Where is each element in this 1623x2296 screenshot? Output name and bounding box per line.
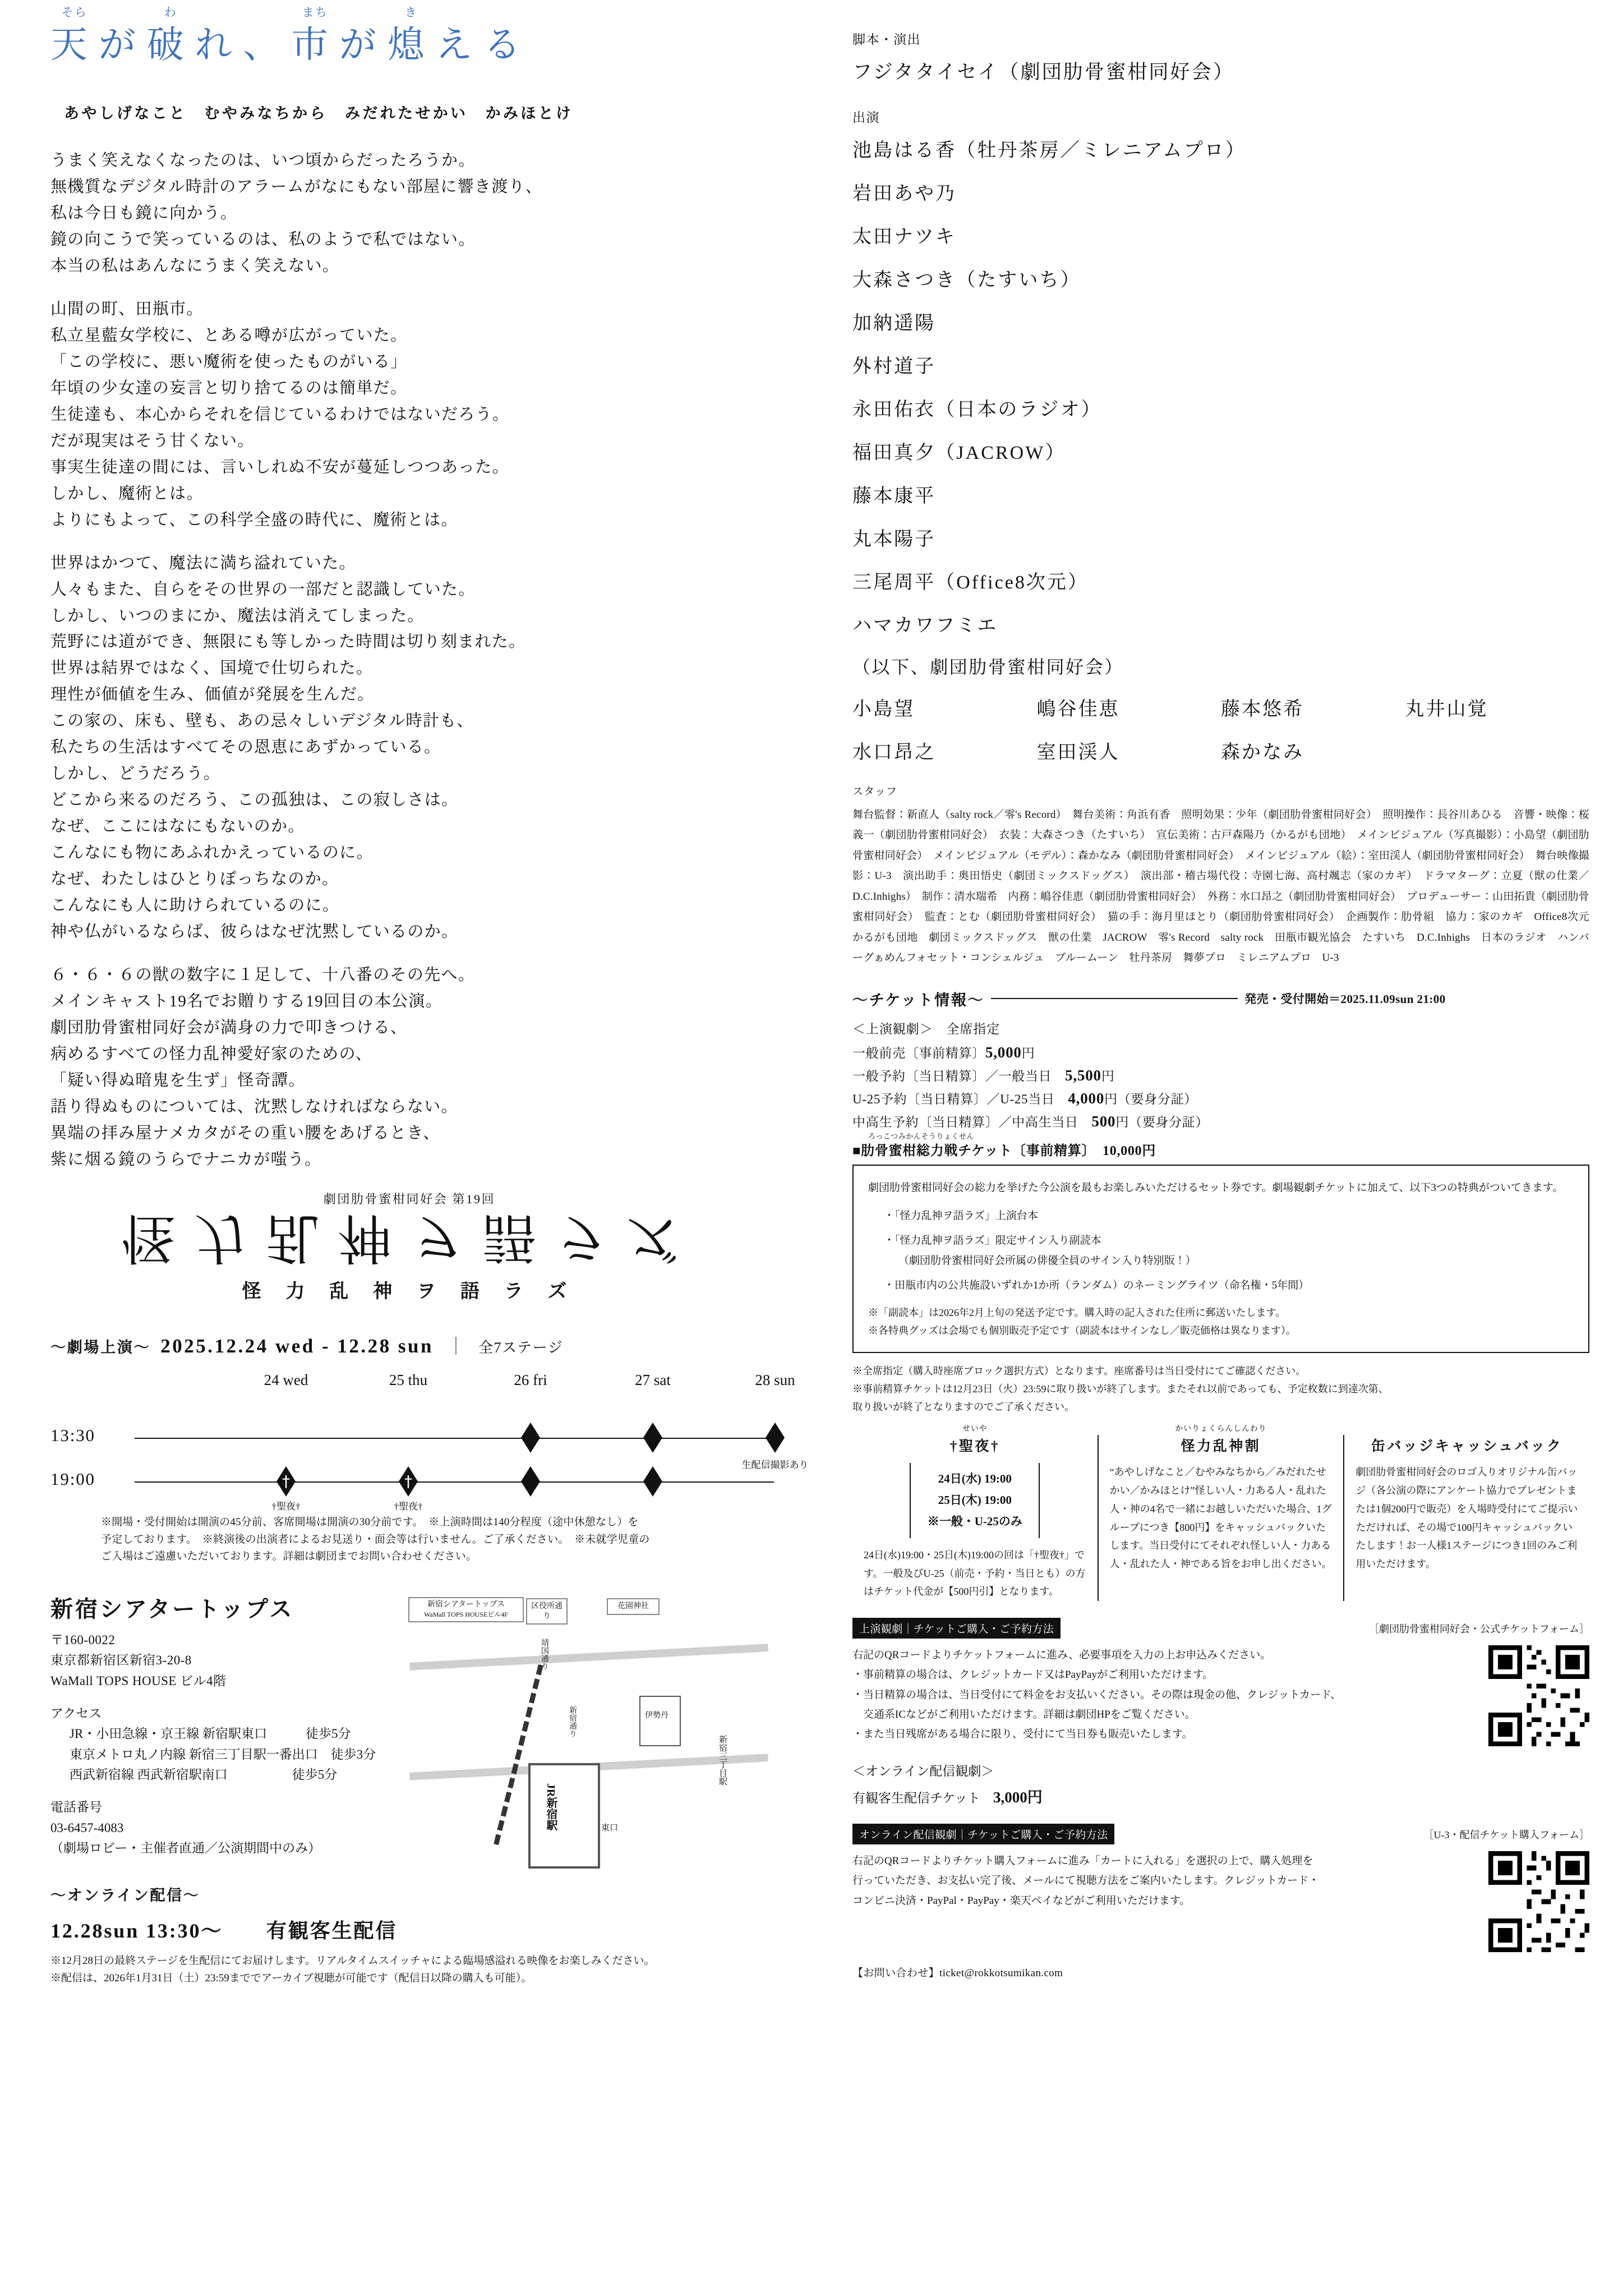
synopsis-line: こんなにも人に助けられているのに。 — [50, 896, 340, 915]
panel-title: 怪力乱神割 かいりょくらんしんわり — [1110, 1435, 1332, 1455]
venue-tel-note: （劇場ロビー・主催者直通／公演期間中のみ） — [50, 1841, 321, 1856]
synopsis-line: 語り得ぬものについては、沈黙しなければならない。 — [50, 1097, 458, 1116]
troupe-member: 嶋谷佳恵 — [1036, 699, 1120, 720]
ticket-price-amount: 5,000 — [985, 1043, 1022, 1061]
theater-purchase-tag: 上演観劇｜チケットご購入・ご予約方法 — [852, 1618, 1061, 1639]
panel-title: †聖夜† せいや — [864, 1435, 1086, 1455]
venue-access-line: 東京メトロ丸ノ内線 新宿三丁目駅一番出口 徒歩3分 — [70, 1747, 376, 1761]
online-purchase-line: コンビニ決済・PayPal・PayPay・楽天ペイなどがご利用いただけます。 — [852, 1894, 1191, 1907]
synopsis-line: よりにもよって、この科学全盛の時代に、魔術とは。 — [50, 510, 458, 529]
perk-main: ・「怪力乱神ヲ語ラズ」上演台本 — [884, 1209, 1038, 1222]
ticket-price-label: 中高生予約〔当日精算〕／中高生当日 — [852, 1115, 1092, 1129]
ticket-price-label: 一般前売〔事前精算〕 — [852, 1046, 985, 1060]
schedule-stage-count: 全7ステージ — [478, 1339, 564, 1356]
set-ticket-perk — [884, 1231, 1574, 1271]
troupe-member: 小島望 — [852, 699, 915, 720]
perk-main: ・「怪力乱神ヲ語ラズ」限定サイン入り副読本 — [884, 1234, 1101, 1246]
synopsis-line: なぜ、ここにはなにもないのか。 — [50, 817, 305, 836]
schedule-section — [50, 1332, 819, 1566]
schedule-heading: 〜劇場上演〜 — [50, 1338, 151, 1356]
writer-director-name: フジタタイセイ（劇団肋骨蜜柑同好会） — [852, 61, 1235, 83]
venue-access-line: JR・小田急線・京王線 新宿駅東口 徒歩5分 — [70, 1727, 351, 1741]
schedule-day-label: 24 wed — [264, 1371, 308, 1388]
panel-body: “あやしげなこと／むやみなちから／みだれたせかい／かみほとけ”怪しい人・力ある人・乱れた人・神の4名で一緒にお越しいただいた場合、1グループにつき【800円】をキャッシュバックいたします。当日受付にてそれぞれ怪しい人・力ある人・乱れた人・神である旨をお申し出ください。 — [1109, 1466, 1332, 1570]
online-purchase-instructions — [852, 1851, 1478, 1911]
theater-purchase-line: 右記のQRコードよりチケットフォームに進み、必要事項を入力の上お申込みください。 — [852, 1649, 1271, 1662]
title-char-0 — [50, 6, 99, 66]
theater-purchase-block — [852, 1645, 1589, 1746]
map-venue-box: 新宿シアタートップス WaMall TOPS HOUSEビル4F — [408, 1597, 524, 1622]
show-logo-reading: 怪 力 乱 神 ヲ 語 ラ ズ — [242, 1281, 577, 1302]
synopsis-line: 異端の拝み屋ナメカタがその重い腰をあげるとき、 — [50, 1124, 440, 1142]
title-char-1 — [99, 27, 147, 64]
cast-member: 外村道子 — [852, 356, 936, 377]
synopsis-line: メインキャスト19名でお贈りする19回目の本公演。 — [50, 992, 443, 1011]
theater-purchase-line: ・当日精算の場合は、当日受付にて料金をお支払いください。その際は現金の他、クレジットカード、 — [852, 1688, 1341, 1701]
title-char-ruby: まち — [302, 6, 329, 19]
synopsis-paragraph — [50, 296, 819, 533]
synopsis-line: 劇団肋骨蜜柑同好会が満身の力で叩きつける、 — [50, 1019, 408, 1037]
troupe-member: 藤本悠希 — [1221, 699, 1304, 720]
cast-member: 三尾周平（Office8次元） — [852, 572, 1089, 593]
venue-section — [50, 1591, 785, 1858]
ticket-price-row — [852, 1066, 1589, 1084]
schedule-day-label: 26 fri — [514, 1371, 547, 1388]
members-note: （以下、劇団肋骨蜜柑同好会） — [852, 657, 1124, 677]
schedule-dates: 2025.12.24 wed - 12.28 sun — [160, 1335, 434, 1357]
schedule-day-label: 25 thu — [389, 1371, 428, 1388]
venue-tel-label: 電話番号 — [50, 1800, 102, 1815]
online-purchase-tag: オンライン配信観劇｜チケットご購入・ご予約方法 — [852, 1824, 1114, 1844]
troupe-performance-number: 劇団肋骨蜜柑同好会 第19回 — [323, 1191, 496, 1206]
perk-main: ・田瓶市内の公共施設いずれか1か所（ランダム）のネーミングライツ（命名権・5年間） — [884, 1280, 1310, 1292]
ticket-seat-note-line: ※事前精算チケットは12月23日（火）23:59に取り扱いが終了します。またそれ以前であっても、予定枚数に到達次第、 — [852, 1383, 1389, 1395]
ticket-price-amount: 500 — [1091, 1112, 1116, 1130]
panel-title-ruby: かいりょくらんしんわり — [1175, 1425, 1267, 1434]
set-ticket-note: ※各特典グッズは会場でも個別販売予定です（副読本はサインなし／販売価格は異なります）。 — [868, 1325, 1296, 1337]
page-title — [50, 6, 819, 66]
synopsis-line: 病めるすべての怪力乱神愛好家のための、 — [50, 1045, 373, 1063]
cast-member: 丸本陽子 — [852, 529, 936, 550]
online-section-head: ＜オンライン配信観劇＞ — [852, 1764, 994, 1779]
synopsis-paragraph — [50, 962, 819, 1173]
map-building-isetan — [639, 1696, 681, 1746]
perk-sub: （劇団肋骨蜜柑同好会所属の俳優全員のサイン入り特別版！） — [898, 1255, 1196, 1267]
set-ticket-after-notes — [868, 1304, 1574, 1340]
ticket-price-unit: 円 — [1101, 1069, 1115, 1083]
synopsis-line: 私立星藍女学校に、とある噂が広がっていた。 — [50, 326, 408, 344]
online-purchase-line: 行っていただき、お支払い完了後、メールにて視聴方法をご案内いたします。クレジットカード・ — [852, 1875, 1320, 1887]
title-char-ruby: き — [404, 6, 418, 19]
cast-member: 大森さつき（たすいち） — [852, 270, 1081, 291]
cross-icon: † — [404, 1471, 412, 1490]
synopsis-paragraph — [50, 148, 819, 279]
venue-access-line: 西武新宿線 西武新宿駅南口 徒歩5分 — [70, 1768, 338, 1782]
online-purchase-block — [852, 1851, 1589, 1952]
panel-framed-line: 25日(木) 19:00 — [938, 1493, 1012, 1507]
troupe-member: 水口昂之 — [852, 742, 936, 763]
ticket-price-amount: 4,000 — [1068, 1089, 1105, 1107]
contact-email: 【お問い合わせ】ticket@rokkotsumikan.com — [852, 1967, 1063, 1980]
theater-purchase-bar — [852, 1618, 1589, 1639]
cross-icon: † — [282, 1471, 290, 1490]
online-note-line: ※配信は、2026年1月31日（土）23:59まででアーカイブ視聴が可能です（配信日以降の購入も可能）。 — [50, 1972, 532, 1984]
venue-tel-number: 03-6457-4083 — [50, 1820, 124, 1835]
synopsis-line: 本当の私はあんなにうまく笑えない。 — [50, 256, 340, 275]
synopsis-line: 私は今日も鏡に向かう。 — [50, 204, 238, 222]
title-char-base: 熄 — [387, 25, 436, 66]
title-char-9 — [483, 27, 532, 64]
cast-member: 岩田あや乃 — [852, 183, 957, 204]
title-char-ruby: そら — [61, 6, 88, 19]
synopsis-line: 事実生徒達の間には、言いしれぬ不安が蔓延しつつあった。 — [50, 458, 509, 476]
map-label-jr-shinjuku-station: JR新宿駅 — [545, 1783, 557, 1831]
ticket-price-amount: 5,500 — [1065, 1066, 1101, 1084]
troupe-member: 丸井山覚 — [1405, 699, 1488, 720]
map-label-isetan: 伊勢丹 — [645, 1711, 668, 1720]
panel-framed-times — [910, 1463, 1040, 1538]
online-note-line: ※12月28日の最終ステージを生配信にてお届けします。リアルタイムスイッチャによる臨場感溢れる映像をお楽しみください。 — [50, 1955, 655, 1967]
ticket-price-row — [852, 1112, 1589, 1130]
title-char-2 — [146, 6, 195, 66]
staff-label: スタッフ — [852, 786, 897, 798]
map-building-jr-shinjuku — [528, 1763, 600, 1869]
title-char-base: れ — [195, 25, 243, 66]
title-block — [0, 0, 819, 123]
online-purchase-line: 右記のQRコードよりチケット購入フォームに進み「カートに入れる」を選択の上で、購入処理を — [852, 1855, 1313, 1867]
synopsis-line: しかし、魔術とは。 — [50, 484, 204, 503]
schedule-livestream-tag: 生配信撮影あり — [741, 1459, 809, 1470]
ticket-seat-notes — [852, 1362, 1589, 1416]
synopsis-line: 無機質なデジタル時計のアラームがなにもない部屋に響き渡り、 — [50, 177, 543, 196]
panel-framed-line: 24日(水) 19:00 — [938, 1472, 1012, 1486]
ticket-price-unit: 円 — [1021, 1046, 1035, 1060]
set-ticket-intro: 劇団肋骨蜜柑同好会の総力を挙げた今公演を最もお楽しみいただけるセット券です。劇場観劇チケットに加えて、以下3つの特典がついてきます。 — [868, 1181, 1564, 1194]
discount-panel-1 — [852, 1425, 1098, 1601]
synopsis-line: ６・６・６の獣の数字に１足して、十八番のその先へ。 — [50, 966, 476, 984]
set-ticket-perk — [884, 1276, 1574, 1296]
synopsis-line: なぜ、わたしはひとりぼっちなのか。 — [50, 870, 339, 889]
title-char-base: が — [98, 25, 147, 66]
title-char-base: 市 — [291, 25, 339, 66]
synopsis-line: この家の、床も、壁も、あの忌々しいデジタル時計も、 — [50, 712, 474, 730]
schedule-note-line: 予定しております。 ※終演後の出演者によるお見送り・面会等は行いません。ご了承ください。 ※未就学児童の — [101, 1533, 650, 1545]
cast-member: 永田佑衣（日本のラジオ） — [852, 399, 1102, 420]
online-broadcast-section — [50, 1883, 819, 1987]
subtitle: あやしげなこと むやみなちから みだれたせかい かみほとけ — [64, 105, 574, 122]
set-ticket-perks — [884, 1206, 1574, 1296]
schedule-row-line — [135, 1481, 774, 1483]
ticket-price-unit: 円（要身分証） — [1104, 1092, 1197, 1106]
panel-title: 缶バッジキャッシュバック — [1371, 1439, 1563, 1455]
staff-credits: 舞台監督：新直人（salty rock／零's Record） 舞台美術：角浜有香 照明効果：少年（劇団肋骨蜜柑同好会） 照明操作：長谷川あひる 音響・映像：桜義一（劇団肋骨蜜柑同好会） 衣装：大森さつき（たすいち） 宣伝美術：古戸森陽乃（かるがも団地） メインビジュアル（写真撮影）：小島望（劇団肋骨蜜柑同好会） メインビジュアル（モデル）：森かなみ（劇団肋骨蜜柑同好会） メインビジュアル（絵）：室田渓人（劇団肋骨蜜柑同好会） 舞台映像撮影：U-3 演出助手：奥田悟史（劇団ミックスドッグス） 演出部・稽古場代役：寺園七海、高村颯志（家のカギ） ドラマターグ：立夏（獣の仕業／D.C.Inhighs） 制作：清水瑞希 内務：嶋谷佳恵（劇団肋骨蜜柑同好会） 外務：水口昂之（劇団肋骨蜜柑同好会） プロデューサー：山田拓貴（劇団肋骨蜜柑同好会） 監査：とむ（劇団肋骨蜜柑同好会） 猫の手：海月里ほとり（劇団肋骨蜜柑同好会） 企画製作：肋骨組 協力：家のカギ Office8次元 かるがも団地 劇団ミックスドッグス 獣の仕業 JACROW 零's Record salty rock 田瓶市観光協会 たすいち D.C.Inhighs 日本のラジオ ハンバーグぁめんフォセット・コンシェルジュ ブルームーン 牡丹茶房 舞夢プロ ミレニアムプロ U-3 — [852, 809, 1601, 964]
theater-purchase-line: ・事前精算の場合は、クレジットカード又はPayPayがご利用いただけます。 — [852, 1669, 1214, 1681]
cast-extra: ハマカワフミエ — [852, 615, 998, 636]
synopsis-line: 生徒達も、本心からそれを信じているわけではないだろう。 — [50, 405, 510, 424]
title-char-ruby: わ — [164, 6, 178, 19]
theater-qr-code[interactable] — [1488, 1645, 1589, 1746]
schedule-seiya-tag: †聖夜† — [271, 1501, 301, 1512]
title-char-4 — [243, 27, 291, 64]
set-ticket-label: ■肋骨蜜柑総力戦チケット〔事前精算〕 10,000円 — [852, 1143, 1156, 1158]
synopsis-paragraph — [50, 550, 819, 946]
ticket-info-heading: 〜チケット情報〜 発売・受付開始＝2025.11.09sun 21:00 — [852, 988, 1589, 1010]
right-column — [819, 0, 1623, 2296]
synopsis-line: 鏡の向こうで笑っているのは、私のようで私ではない。 — [50, 230, 476, 249]
synopsis-line: しかし、どうだろう。 — [50, 765, 221, 783]
panel-body: 24日(水)19:00・25日(木)19:00の回は「†聖夜†」です。一般及びU-25（前売・予約・当日とも）の方はチケット代金が【500円引】となります。 — [864, 1549, 1086, 1598]
schedule-day-label: 27 sat — [635, 1371, 671, 1388]
online-heading: 〜オンライン配信〜 — [50, 1887, 200, 1904]
synopsis-line: どこから来るのだろう、この孤独は、この寂しさは。 — [50, 791, 459, 809]
online-form-name: ［U-3・配信チケット購入フォーム］ — [1423, 1829, 1589, 1841]
map-label-shinjuku-sanchome: 新宿三丁目駅 — [718, 1735, 727, 1786]
ticket-price-unit: 円（要身分証） — [1115, 1115, 1209, 1129]
schedule-notes — [101, 1514, 830, 1566]
ticket-price-list — [852, 1043, 1589, 1130]
synopsis-line: 山間の町、田瓶市。 — [50, 300, 204, 318]
online-datetime: 12.28sun 13:30〜 有観客生配信 — [50, 1920, 398, 1943]
troupe-member: 室田渓人 — [1036, 742, 1120, 763]
ticket-price-row — [852, 1089, 1589, 1107]
venue-address-line-2: WaMall TOPS HOUSE ビル4階 — [50, 1673, 227, 1688]
synopsis-line: こんなにも物にあふれかえっているのに。 — [50, 844, 374, 862]
schedule-row-line — [135, 1438, 774, 1439]
synopsis-line: 理性が価値を生み、価値が発展を生んだ。 — [50, 685, 375, 704]
troupe-member-row — [852, 737, 1589, 764]
online-purchase-bar — [852, 1824, 1589, 1844]
synopsis-line: 「疑い得ぬ暗鬼を生ず」怪奇譚。 — [50, 1071, 306, 1089]
cast-member: 池島はる香（牡丹茶房／ミレニアムプロ） — [852, 140, 1246, 161]
schedule-time-label: 13:30 — [50, 1425, 95, 1445]
schedule-note-line: ※開場・受付開始は開演の45分前、客席開場は開演の30分前です。 ※上演時間は140分程度（途中休憩なし）を — [101, 1516, 639, 1528]
theater-form-name: ［劇団肋骨蜜柑同好会・公式チケットフォーム］ — [1369, 1623, 1589, 1635]
theater-purchase-instructions — [852, 1645, 1478, 1745]
map-label-east-exit: 東口 — [601, 1824, 619, 1833]
ticket-seat-note-line: 取り扱いが終了となりますのでご了承ください。 — [852, 1401, 1075, 1413]
theater-purchase-line: ・また当日残席がある場合に限り、受付にて当日券も販売いたします。 — [852, 1728, 1193, 1741]
schedule-note-line: ご入場はご遠慮いただいております。詳細は劇団までお問い合わせください。 — [101, 1550, 477, 1563]
schedule-divider: ｜ — [446, 1336, 465, 1356]
synopsis-line: 人々もまた、自らをその世界の一部だと認識していた。 — [50, 580, 476, 599]
cast-member: 藤本康平 — [852, 486, 936, 507]
online-ticket-price: 有観客生配信チケット 3,000円 — [852, 1789, 1043, 1806]
troupe-logo-block — [0, 1190, 819, 1303]
cast-label: 出演 — [852, 111, 880, 125]
venue-map — [398, 1595, 768, 1875]
show-logo-glyphs: 怪力乱神ヲ語ラズ — [121, 1207, 698, 1268]
venue-postal: 〒160-0022 — [50, 1633, 116, 1648]
discount-panel-2 — [1098, 1425, 1344, 1601]
troupe-members — [852, 693, 1589, 764]
ticket-price-label: 一般予約〔当日精算〕／一般当日 — [852, 1069, 1066, 1083]
ticket-seat-note-line: ※全席指定（購入時座席ブロック選択方式）となります。座席番号は当日受付にてご確認ください。 — [852, 1365, 1306, 1377]
panel-body: 劇団肋骨蜜柑同好会のロゴ入りオリジナル缶バッジ（各公演の際にアンケート協力でプレゼントまたは1個200円で販売）を入場時受付にてご提示いただければ、その場で100円キャッシュバックいたします！お一人様1ステージにつき1回のみご利用いただけます。 — [1355, 1466, 1578, 1570]
ticket-price-row — [852, 1043, 1589, 1061]
online-qr-code[interactable] — [1488, 1851, 1589, 1952]
cast-member: 太田ナツキ — [852, 227, 956, 247]
synopsis-line: しかし、いつのまにか、魔法は消えてしまった。 — [50, 606, 425, 625]
synopsis-line: 年頃の少女達の妄言と切り捨てるのは簡単だ。 — [50, 379, 408, 397]
synopsis-line: 私たちの生活はすべてその恩恵にあずかっている。 — [50, 738, 441, 757]
panel-title-ruby: せいや — [962, 1425, 988, 1434]
title-char-6 — [339, 27, 388, 64]
map-label-hanazono-shrine: 花園神社 — [607, 1598, 660, 1615]
discount-panels — [852, 1425, 1589, 1601]
schedule-time-label: 19:00 — [50, 1469, 95, 1489]
theater-purchase-line: 交通系ICなどがご利用いただけます。詳細は劇団HPをご覧ください。 — [852, 1709, 1196, 1720]
synopsis-line: 神や仏がいるならば、彼らはなぜ沈黙しているのか。 — [50, 923, 459, 941]
title-char-3 — [195, 27, 243, 64]
title-char-base: え — [435, 25, 484, 66]
title-char-base: 破 — [146, 25, 195, 66]
synopsis-line: 世界は結界ではなく、国境で仕切られた。 — [50, 659, 374, 678]
title-char-base: 、 — [243, 25, 292, 66]
troupe-member — [1405, 737, 1590, 764]
synopsis-line: うまく笑えなくなったのは、いつ頃からだったろうか。 — [50, 151, 476, 169]
title-char-7 — [387, 6, 436, 66]
synopsis-line: 世界はかつて、魔法に満ち溢れていた。 — [50, 554, 356, 572]
synopsis-line: 荒野には道ができ、無限にも等しかった時間は切り刻まれた。 — [50, 633, 526, 651]
map-road-yasukuni — [409, 1644, 768, 1670]
ticket-onsale-datetime: 発売・受付開始＝2025.11.09sun 21:00 — [1244, 992, 1446, 1006]
discount-panel-3 — [1343, 1435, 1589, 1601]
schedule-day-label: 28 sun — [755, 1371, 795, 1388]
troupe-member: 森かなみ — [1221, 742, 1304, 763]
map-label-ward-office: 区役所通り — [526, 1598, 568, 1625]
set-ticket-perk — [884, 1206, 1574, 1226]
synopsis-line: 「この学校に、悪い魔術を使ったものがいる」 — [50, 352, 408, 371]
writer-director-label: 脚本・演出 — [852, 33, 921, 47]
synopsis-line: だが現実はそう甘くない。 — [50, 431, 255, 450]
title-char-base: る — [483, 25, 532, 66]
title-char-base: 天 — [50, 25, 99, 66]
title-char-base: が — [339, 25, 388, 66]
set-ticket-box — [852, 1165, 1589, 1354]
panel-framed-line: ※一般・U-25のみ — [927, 1514, 1022, 1528]
schedule-grid — [50, 1371, 809, 1512]
title-char-8 — [436, 27, 484, 64]
ticket-section-theater: ＜上演観劇＞ 全席指定 — [852, 1022, 1000, 1036]
online-notes — [50, 1953, 774, 1987]
cast-member: 加納遥陽 — [852, 313, 936, 334]
venue-name: 新宿シアタートップス — [50, 1596, 294, 1622]
troupe-member-row — [852, 693, 1589, 721]
cast-member: 福田真夕（JACROW） — [852, 443, 1066, 463]
map-label-shinjuku-dori: 新宿通り — [568, 1706, 577, 1738]
synopsis-text — [50, 148, 819, 1173]
ticket-price-label: U-25予約〔当日精算〕／U-25当日 — [852, 1092, 1068, 1106]
schedule-seiya-tag: †聖夜† — [394, 1501, 423, 1512]
title-char-5 — [291, 6, 339, 66]
synopsis-line: 紫に烟る鏡のうらでナニカが嗤う。 — [50, 1150, 322, 1168]
set-ticket-ruby: ろっこつみかんそうりょくせん — [868, 1131, 975, 1140]
venue-access-label: アクセス — [50, 1706, 102, 1721]
venue-address-line-1: 東京都新宿区新宿3-20-8 — [50, 1653, 192, 1668]
cast-list — [852, 135, 1589, 594]
set-ticket-note: ※「副読本」は2026年2月上旬の発送予定です。購入時の記入された住所に郵送いたします。 — [868, 1307, 1286, 1319]
map-label-yasukuni-dori: 靖国通り — [540, 1639, 548, 1671]
